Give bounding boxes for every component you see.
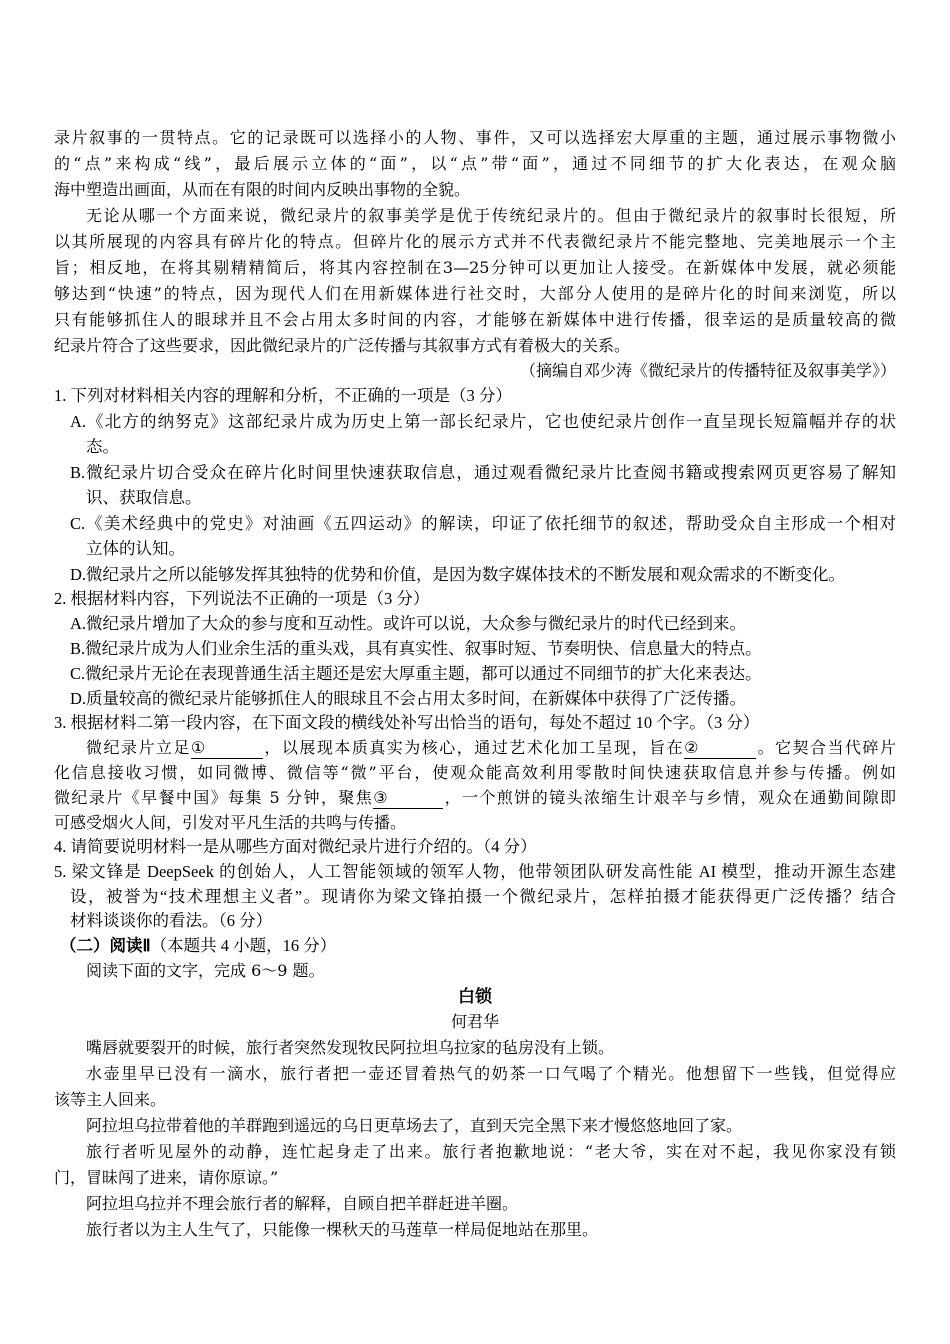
question-1-stem: 1. 下列对材料相关内容的理解和分析，不正确的一项是（3 分） (54, 386, 512, 405)
story-title: 白锁 (458, 987, 492, 1006)
question-1-option-d: D.微纪录片之所以能够发挥其独特的优势和价值，是因为数字媒体技术的不断发展和观众需求的不断变化。 (70, 565, 846, 584)
passage-text: ，一个煎饼的镜头浓缩生计艰辛与乡情，观众在通勤间隙即 (443, 788, 896, 807)
story-paragraph: 阿拉坦乌拉带着他的羊群跑到遥远的乌日更草场去了，直到天完全黑下来才慢悠悠地回了家。 (86, 1116, 743, 1135)
question-1-option-c: C.《美术经典中的党史》对油画《五四运动》的解读，印证了依托细节的叙述，帮助受众自主形成一个相对 (70, 514, 896, 533)
question-3-stem: 3. 根据材料二第一段内容，在下面文段的横线处补写出恰当的语句，每处不超过 10 个字。（3 分） (54, 713, 760, 732)
question-2-stem: 2. 根据材料内容，下列说法不正确的一项是（3 分） (54, 589, 430, 608)
section-note: （本题共 4 小题，16 分） (150, 936, 337, 955)
material-text-line: 纪录片符合了这些要求，因此微纪录片的广泛传播与其叙事方式有着极大的关系。 (54, 336, 631, 355)
story-paragraph-cont: 门，冒昧闯了进来，请你原谅。” (54, 1168, 279, 1187)
passage-text: ，以展现本质真实为核心，通过艺术化加工呈现，旨在 (262, 738, 685, 757)
answer-blank-1[interactable]: ① (191, 738, 263, 759)
question-2-option-d: D.质量较高的微纪录片能够抓住人的眼球且不会占用太多时间，在新媒体中获得了广泛传播。 (70, 689, 747, 708)
material-text-line: 只有能够抓住人的眼球并且不会占用太多时间的内容，才能够在新媒体中进行传播，很幸运的是质量较高的微 (54, 310, 896, 329)
source-citation: （摘编自邓少涛《微纪录片的传播特征及叙事美学》） (519, 361, 896, 380)
material-text-line: 够达到“快速”的特点，因为现代人们在用新媒体进行社交时，大部分人使用的是碎片化的时间来浏览，所以 (54, 284, 896, 303)
story-paragraph: 阿拉坦乌拉并不理会旅行者的解释，自顾自把羊群赶进羊圈。 (86, 1194, 519, 1213)
question-5-stem-cont: 材料谈谈你的看法。（6 分） (70, 911, 273, 930)
story-author: 何君华 (450, 1012, 499, 1031)
story-paragraph: 旅行者以为主人生气了，只能像一棵秋天的马莲草一样局促地站在那里。 (86, 1220, 599, 1239)
question-1-option-b-cont: 识、获取信息。 (86, 488, 202, 507)
material-text-line: 海中塑造出画面，从而在有限的时间内反映出事物的全貌。 (54, 180, 471, 199)
question-3-passage-line (54, 785, 896, 811)
question-5-stem: 5. 梁文锋是 DeepSeek 的创始人，人工智能领域的领军人物，他带领团队研发高性能 AI 模型，推动开源生态建 (54, 862, 896, 881)
question-3-passage-line: 化信息接收习惯，如同微博、微信等“微”平台，使观众能高效利用零散时间快速获取信息并参与传播。例如 (54, 763, 896, 782)
material-text-line: 无论从哪一个方面来说，微纪录片的叙事美学是优于传统纪录片的。但由于微纪录片的叙事时长很短，所 (86, 206, 896, 225)
question-2-option-c: C.微纪录片无论在表现普通生活主题还是宏大厚重主题，都可以通过不同细节的扩大化来表达。 (70, 664, 762, 683)
question-4-stem: 4. 请简要说明材料一是从哪些方面对微纪录片进行介绍的。（4 分） (54, 837, 537, 856)
material-text-line: 录片叙事的一贯特点。它的记录既可以选择小的人物、事件，又可以选择宏大厚重的主题，通过展示事物微小 (54, 128, 896, 147)
material-text-line: 以其所展现的内容具有碎片化的特点。但碎片化的展示方式并不代表微纪录片不能完整地、完美地展示一个主 (54, 232, 896, 251)
material-text-line: 旨；相反地，在将其剔精精简后，将其内容控制在3—25分钟可以更加让人接受。在新媒体中发展，就必须能 (54, 258, 896, 277)
story-paragraph-cont: 该等主人回来。 (54, 1090, 167, 1109)
question-1-option-c-cont: 立体的认知。 (86, 539, 185, 558)
passage-text: 微纪录片《早餐中国》每集 5 分钟，聚焦 (54, 788, 374, 807)
answer-blank-2[interactable]: ② (684, 738, 756, 759)
material-text-line: 的“点”来构成“线”，最后展示立体的“面”，以“点”带“面”，通过不同细节的扩大化表达，在观众脑 (54, 154, 896, 173)
question-3-passage-line: 可感受烟火人间，引发对平凡生活的共鸣与传播。 (54, 813, 407, 832)
question-2-option-b: B.微纪录片成为人们业余生活的重头戏，具有真实性、叙事时短、节奏明快、信息量大的特点。 (70, 639, 762, 658)
section-title: （二）阅读Ⅱ (60, 936, 151, 955)
question-2-option-a: A.微纪录片增加了大众的参与度和互动性。或许可以说，大众参与微纪录片的时代已经到来。 (70, 614, 747, 633)
question-5-stem-cont: 设，被誉为“技术理想主义者”。现请你为梁文锋拍摄一个微纪录片，怎样拍摄才能获得更广泛传播？结合 (70, 887, 896, 906)
story-paragraph: 嘴唇就要裂开的时候，旅行者突然发现牧民阿拉坦乌拉家的毡房没有上锁。 (86, 1038, 615, 1057)
story-paragraph: 旅行者听见屋外的动静，连忙起身走了出来。旅行者抱歉地说：“老大爷，实在对不起，我见你家没有锁 (86, 1142, 896, 1161)
question-1-option-a-cont: 态。 (86, 437, 119, 456)
question-1-option-a: A.《北方的纳努克》这部纪录片成为历史上第一部长纪录片，它也使纪录片创作一直呈现长短篇幅并存的状 (70, 412, 896, 431)
story-paragraph: 水壶里早已没有一滴水，旅行者把一壶还冒着热气的奶茶一口气喝了个精光。他想留下一些钱，但觉得应 (86, 1064, 896, 1083)
section-instruction: 阅读下面的文字，完成 6～9 题。 (86, 961, 325, 980)
answer-blank-3[interactable]: ③ (373, 788, 443, 809)
passage-text: 微纪录片立足 (86, 738, 191, 757)
section-heading (60, 933, 896, 959)
question-1-option-b: B.微纪录片切合受众在碎片化时间里快速获取信息，通过观看微纪录片比查阅书籍或搜索网页更容易了解知 (70, 463, 896, 482)
question-3-passage-line (86, 735, 896, 761)
passage-text: 。它契合当代碎片 (756, 738, 896, 757)
